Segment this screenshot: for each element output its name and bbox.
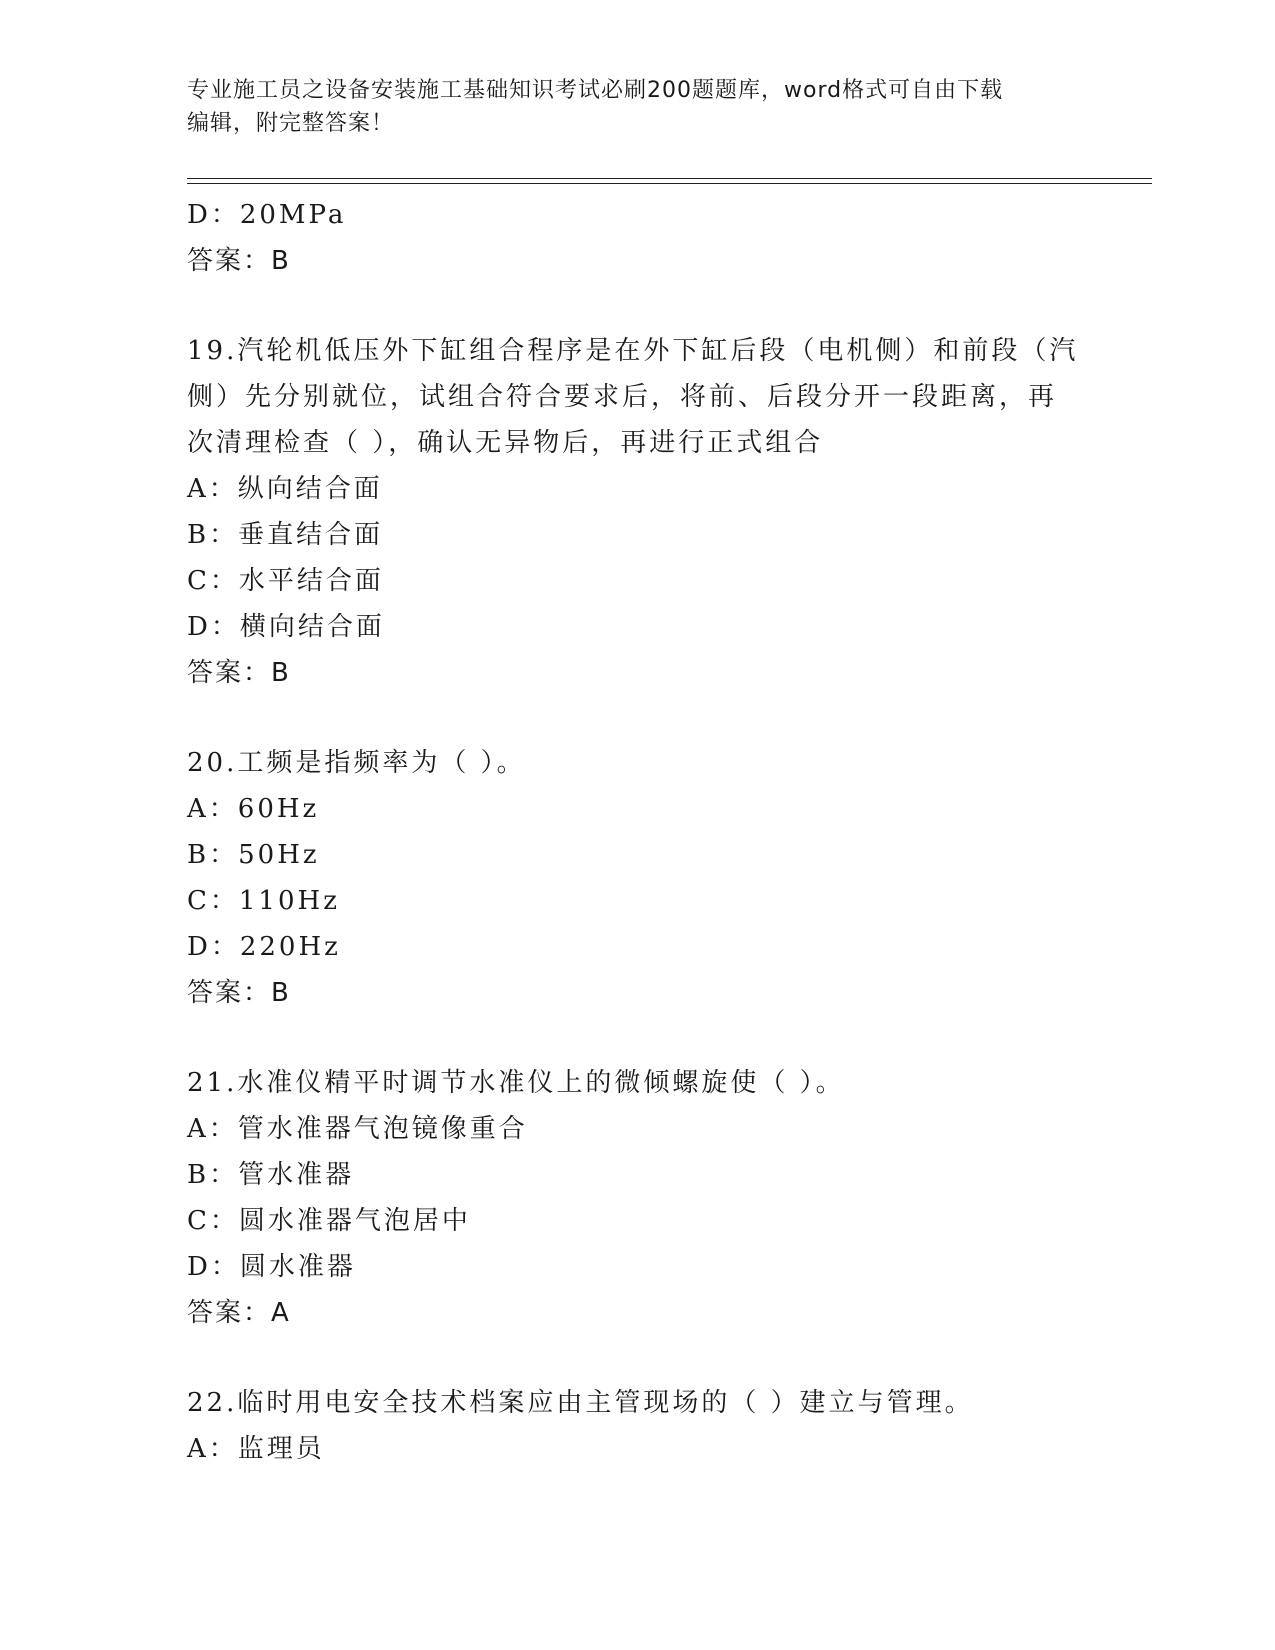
header-line-1: 专业施工员之设备安装施工基础知识考试必刷200题题库，word格式可自由下载 (187, 78, 1004, 103)
answer: 答案：B (187, 246, 291, 276)
option-c: C：水平结合面 (187, 566, 384, 596)
option-b: B：垂直结合面 (187, 520, 384, 550)
option-c: C：110Hz (187, 886, 340, 916)
question-list (187, 192, 1077, 1472)
question-19 (187, 328, 1077, 696)
answer: 答案：A (187, 1298, 291, 1328)
option-d: D：20MPa (187, 200, 347, 230)
option-a: A：60Hz (187, 794, 320, 824)
question-stem: 侧）先分别就位，试组合符合要求后，将前、后段分开一段距离，再 (187, 382, 1058, 412)
question-stem: 19.汽轮机低压外下缸组合程序是在外下缸后段（电机侧）和前段（汽 (187, 336, 1079, 366)
question-stem: 21.水准仪精平时调节水准仪上的微倾螺旋使（ ）。 (187, 1068, 845, 1098)
question-stem: 次清理检查（ ），确认无异物后，再进行正式组合 (187, 428, 824, 458)
answer: 答案：B (187, 978, 291, 1008)
option-a: A：监理员 (187, 1434, 325, 1464)
header-line-2: 编辑，附完整答案！ (187, 111, 395, 136)
option-b: B：管水准器 (187, 1160, 355, 1190)
option-d: D：220Hz (187, 932, 341, 962)
question-stem: 20.工频是指频率为（ ）。 (187, 748, 526, 778)
option-a: A：纵向结合面 (187, 474, 383, 504)
header-divider-top (187, 178, 1152, 179)
question-stem: 22.临时用电安全技术档案应由主管现场的（ ）建立与管理。 (187, 1388, 974, 1418)
question-18 (187, 192, 1077, 284)
document-header (187, 74, 1067, 140)
header-divider-bottom (187, 183, 1152, 184)
option-b: B：50Hz (187, 840, 320, 870)
question-21 (187, 1060, 1077, 1336)
option-d: D：横向结合面 (187, 612, 385, 642)
question-20 (187, 740, 1077, 1016)
question-22 (187, 1380, 1077, 1472)
option-a: A：管水准器气泡镜像重合 (187, 1114, 528, 1144)
option-d: D：圆水准器 (187, 1252, 356, 1282)
answer: 答案：B (187, 658, 291, 688)
option-c: C：圆水准器气泡居中 (187, 1206, 471, 1236)
